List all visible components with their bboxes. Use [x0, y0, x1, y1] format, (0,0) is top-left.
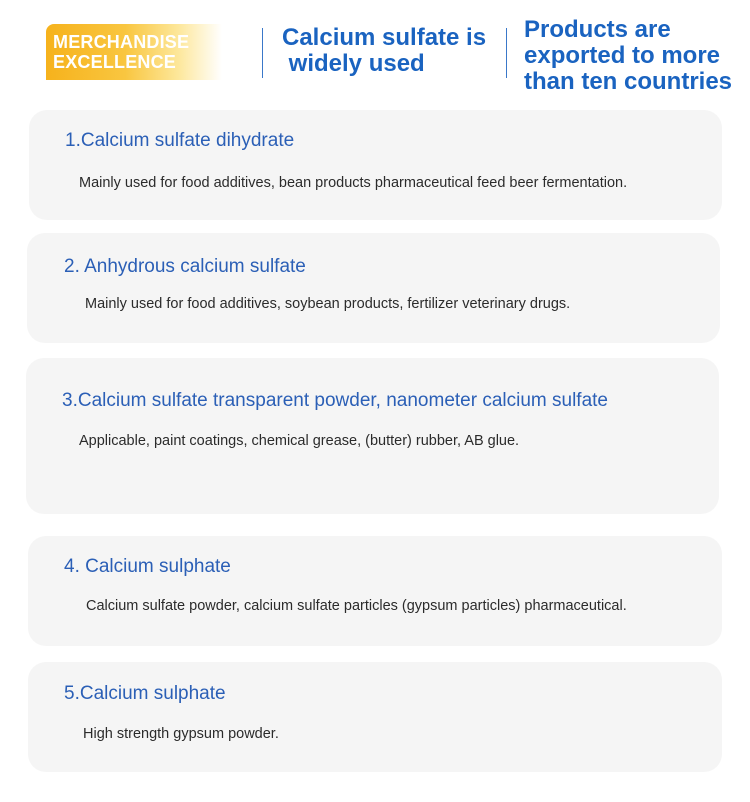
card-description: Mainly used for food additives, soybean products, fertilizer veterinary drugs. — [85, 296, 571, 312]
card-title: 2. Anhydrous calcium sulfate — [64, 256, 306, 277]
product-card-5 — [28, 662, 722, 772]
card-title: 3.Calcium sulfate transparent powder, nanometer calcium sulfate — [62, 390, 608, 411]
header-divider-1 — [262, 28, 263, 78]
card-description: Mainly used for food additives, bean products pharmaceutical feed beer fermentation. — [79, 175, 628, 191]
product-card-2 — [27, 233, 720, 343]
product-card-3 — [26, 358, 719, 514]
badge-line-1: MERCHANDISE — [53, 32, 190, 52]
heading-exported: Products are exported to more than ten countries — [524, 16, 733, 95]
card-description: Calcium sulfate powder, calcium sulfate particles (gypsum particles) pharmaceutical. — [86, 598, 627, 614]
card-title: 1.Calcium sulfate dihydrate — [65, 130, 295, 151]
card-description: Applicable, paint coatings, chemical grease, (butter) rubber, AB glue. — [79, 433, 520, 449]
product-card-1 — [29, 110, 722, 220]
header-divider-2 — [506, 28, 507, 78]
badge-line-2: EXCELLENCE — [53, 52, 177, 72]
card-title: 4. Calcium sulphate — [64, 556, 231, 577]
card-title: 5.Calcium sulphate — [64, 683, 226, 704]
card-description: High strength gypsum powder. — [83, 726, 279, 742]
heading-widely-used: Calcium sulfate is widely used — [282, 24, 487, 77]
merchandise-excellence-badge — [46, 24, 222, 80]
product-card-4 — [28, 536, 722, 646]
